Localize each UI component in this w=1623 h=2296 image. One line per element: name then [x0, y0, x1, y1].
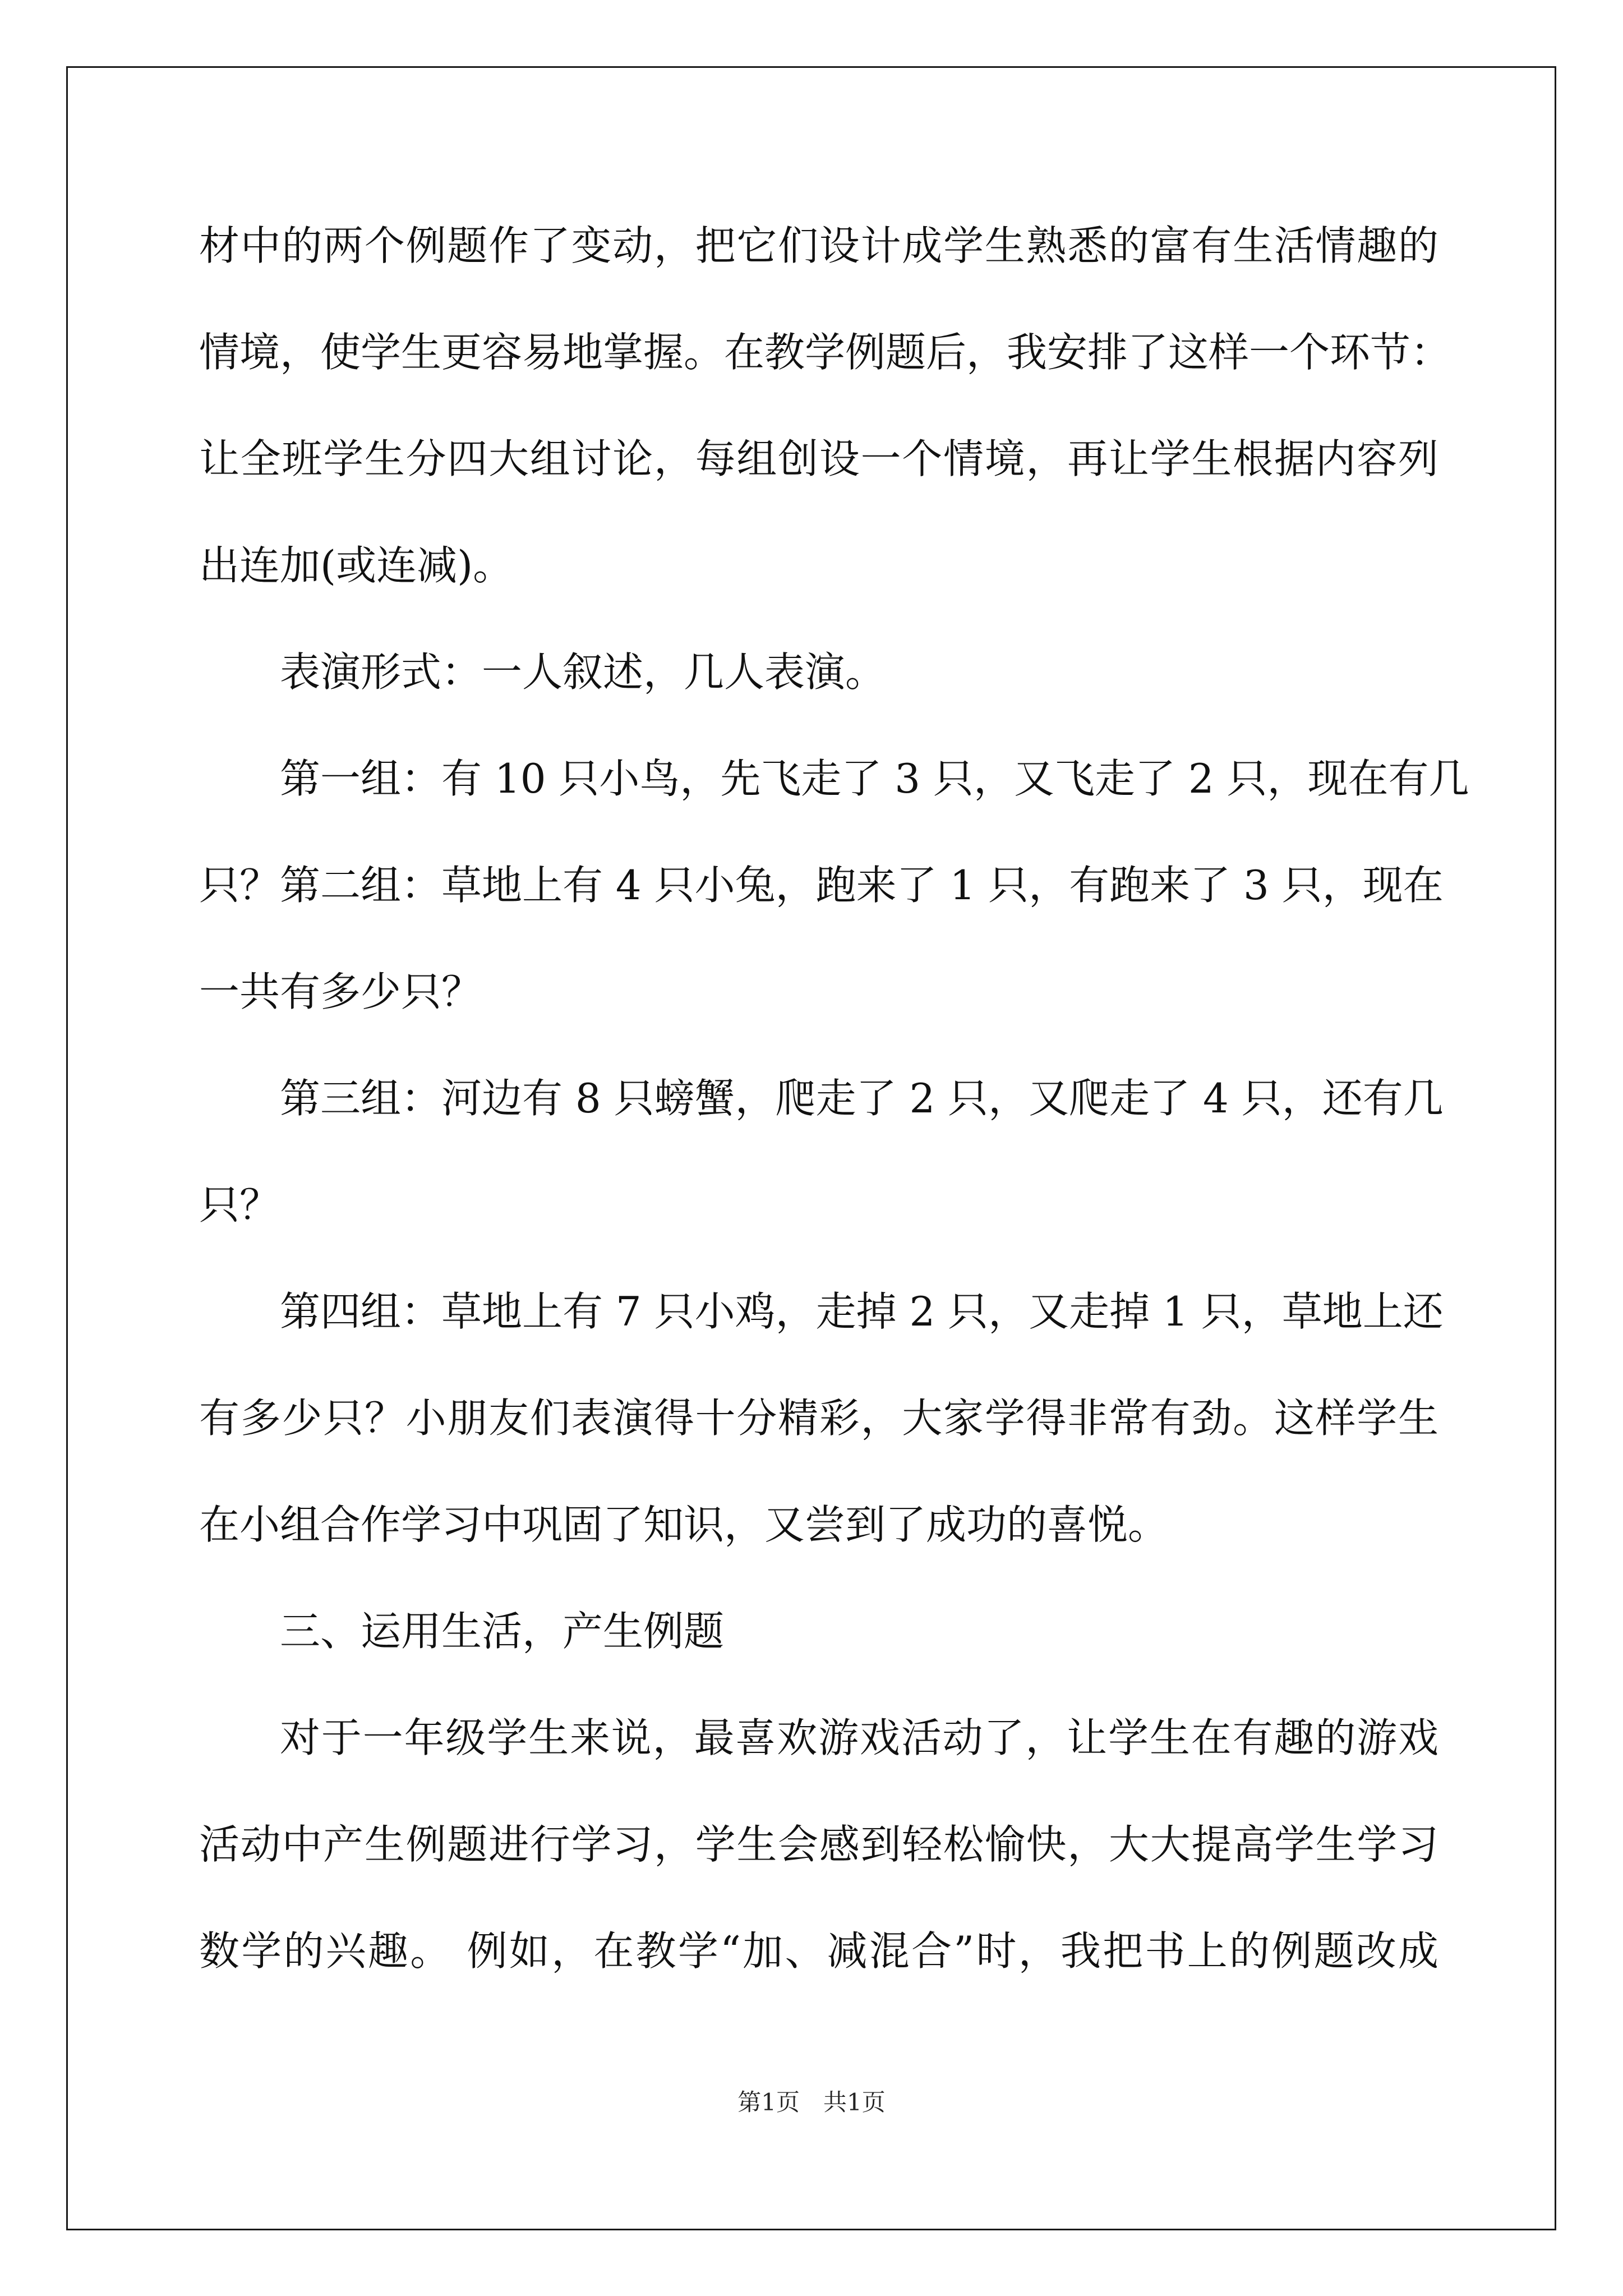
text-line: 材中的两个例题作了变动，把它们设计成学生熟悉的富有生活情趣的 — [199, 222, 1438, 269]
text-line: 只？第二组：草地上有 4 只小兔，跑来了 1 只，有跑来了 3 只，现在 — [199, 862, 1444, 909]
text-line: 让全班学生分四大组讨论，每组创设一个情境，再让学生根据内容列 — [199, 435, 1438, 482]
text-line: 情境，使学生更容易地掌握。在教学例题后，我安排了这样一个环节： — [199, 329, 1451, 376]
text-line: 出连加(或连减)。 — [199, 542, 514, 589]
text-line: 只？ — [199, 1181, 280, 1228]
page-border — [66, 66, 1556, 2230]
text-line: 第一组：有 10 只小鸟，先飞走了 3 只，又飞走了 2 只，现在有几 — [280, 755, 1469, 802]
text-line: 第四组：草地上有 7 只小鸡，走掉 2 只，又走掉 1 只，草地上还 — [280, 1288, 1444, 1335]
text-line: 有多少只？小朋友们表演得十分精彩，大家学得非常有劲。这样学生 — [199, 1395, 1438, 1442]
text-line: 活动中产生例题进行学习，学生会感到轻松愉快，大大提高学生学习 — [199, 1821, 1438, 1868]
text-line: 数学的兴趣。 例如，在教学“加、减混合”时，我把书上的例题改成 — [199, 1927, 1438, 1975]
text-line: 第三组：河边有 8 只螃蟹，爬走了 2 只，又爬走了 4 只，还有几 — [280, 1075, 1444, 1122]
text-line: 对于一年级学生来说，最喜欢游戏活动了，让学生在有趣的游戏 — [280, 1714, 1438, 1761]
text-line: 一共有多少只？ — [199, 968, 482, 1015]
page-footer: 第1页 共1页 — [737, 2088, 886, 2116]
section-heading: 三、运用生活，产生例题 — [280, 1608, 725, 1655]
text-line: 在小组合作学习中巩固了知识，又尝到了成功的喜悦。 — [199, 1501, 1169, 1548]
text-line: 表演形式：一人叙述，几人表演。 — [280, 648, 886, 696]
